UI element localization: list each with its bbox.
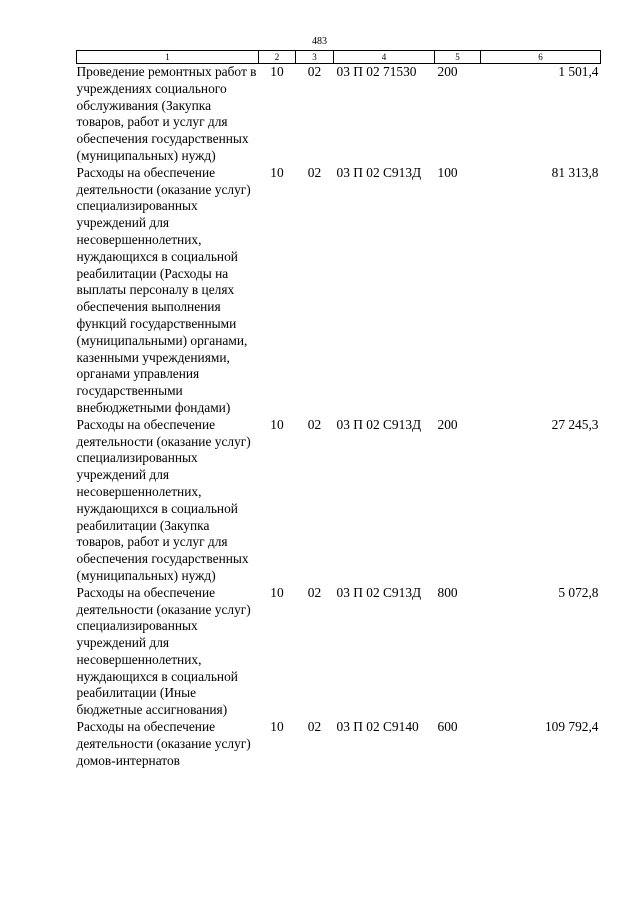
row-name: Расходы на обеспечение деятельности (оказание услуг) специализированных учреждений для несовершеннолетних, нуждающихся в социальной реабилитации (Иные бюджетные ассигнования) xyxy=(76,584,251,718)
row-expense-type: 200 xyxy=(437,416,458,432)
header-col-3: 3 xyxy=(296,51,334,64)
row-section: 10 xyxy=(270,584,284,600)
row-name: Расходы на обеспечение деятельности (оказание услуг) специализированных учреждений для несовершеннолетних, нуждающихся в социальной реабилитации (Закупка товаров, работ и услуг для обеспечения государственных (муниципальных) нужд) xyxy=(76,416,251,583)
row-expense-type: 800 xyxy=(437,584,458,600)
row-target-article: 03 П 02 71530 xyxy=(336,64,417,79)
page-number: 483 xyxy=(312,36,327,47)
row-amount: 5 072,8 xyxy=(558,584,599,600)
row-section: 10 xyxy=(270,64,284,79)
header-col-2: 2 xyxy=(259,51,296,64)
row-amount: 27 245,3 xyxy=(551,416,599,432)
row-subsection: 02 xyxy=(307,64,322,79)
row-target-article: 03 П 02 С913Д xyxy=(336,584,422,600)
header-col-1: 1 xyxy=(77,51,259,64)
table-header xyxy=(77,51,601,64)
row-amount: 81 313,8 xyxy=(551,164,599,180)
row-amount: 109 792,4 xyxy=(544,719,599,735)
row-section: 10 xyxy=(270,164,284,180)
row-name: Проведение ремонтных работ в учреждениях социального обслуживания (Закупка товаров, работ и услуг для обеспечения государственных (муниципальных) нужд) xyxy=(76,64,257,163)
row-subsection: 02 xyxy=(307,416,322,432)
row-amount: 1 501,4 xyxy=(558,64,599,79)
table-row xyxy=(77,165,601,417)
row-expense-type: 200 xyxy=(437,64,458,79)
row-target-article: 03 П 02 С9140 xyxy=(336,719,419,735)
row-target-article: 03 П 02 С913Д xyxy=(336,416,422,432)
row-section: 10 xyxy=(270,719,284,735)
header-col-6: 6 xyxy=(481,51,601,64)
header-col-5: 5 xyxy=(435,51,481,64)
row-subsection: 02 xyxy=(307,719,322,735)
table-row xyxy=(77,417,601,585)
row-target-article: 03 П 02 С913Д xyxy=(336,164,422,180)
row-subsection: 02 xyxy=(307,584,322,600)
row-name: Расходы на обеспечение деятельности (оказание услуг) домов-интернатов xyxy=(76,719,251,768)
budget-table xyxy=(76,50,601,769)
table-row xyxy=(77,64,601,165)
table-body xyxy=(77,64,601,770)
header-row xyxy=(77,51,601,64)
table-row xyxy=(77,719,601,769)
row-expense-type: 100 xyxy=(437,164,458,180)
row-name: Расходы на обеспечение деятельности (оказание услуг) специализированных учреждений для несовершеннолетних, нуждающихся в социальной реабилитации (Расходы на выплаты персоналу в целях обеспечения выполнения функций государственными (муниципальными) органами, казенными учреждениями, органами управления государственными внебюджетными фондами) xyxy=(76,164,251,415)
header-col-4: 4 xyxy=(334,51,435,64)
row-section: 10 xyxy=(270,416,284,432)
table-row xyxy=(77,585,601,719)
row-expense-type: 600 xyxy=(437,719,458,735)
row-subsection: 02 xyxy=(307,164,322,180)
